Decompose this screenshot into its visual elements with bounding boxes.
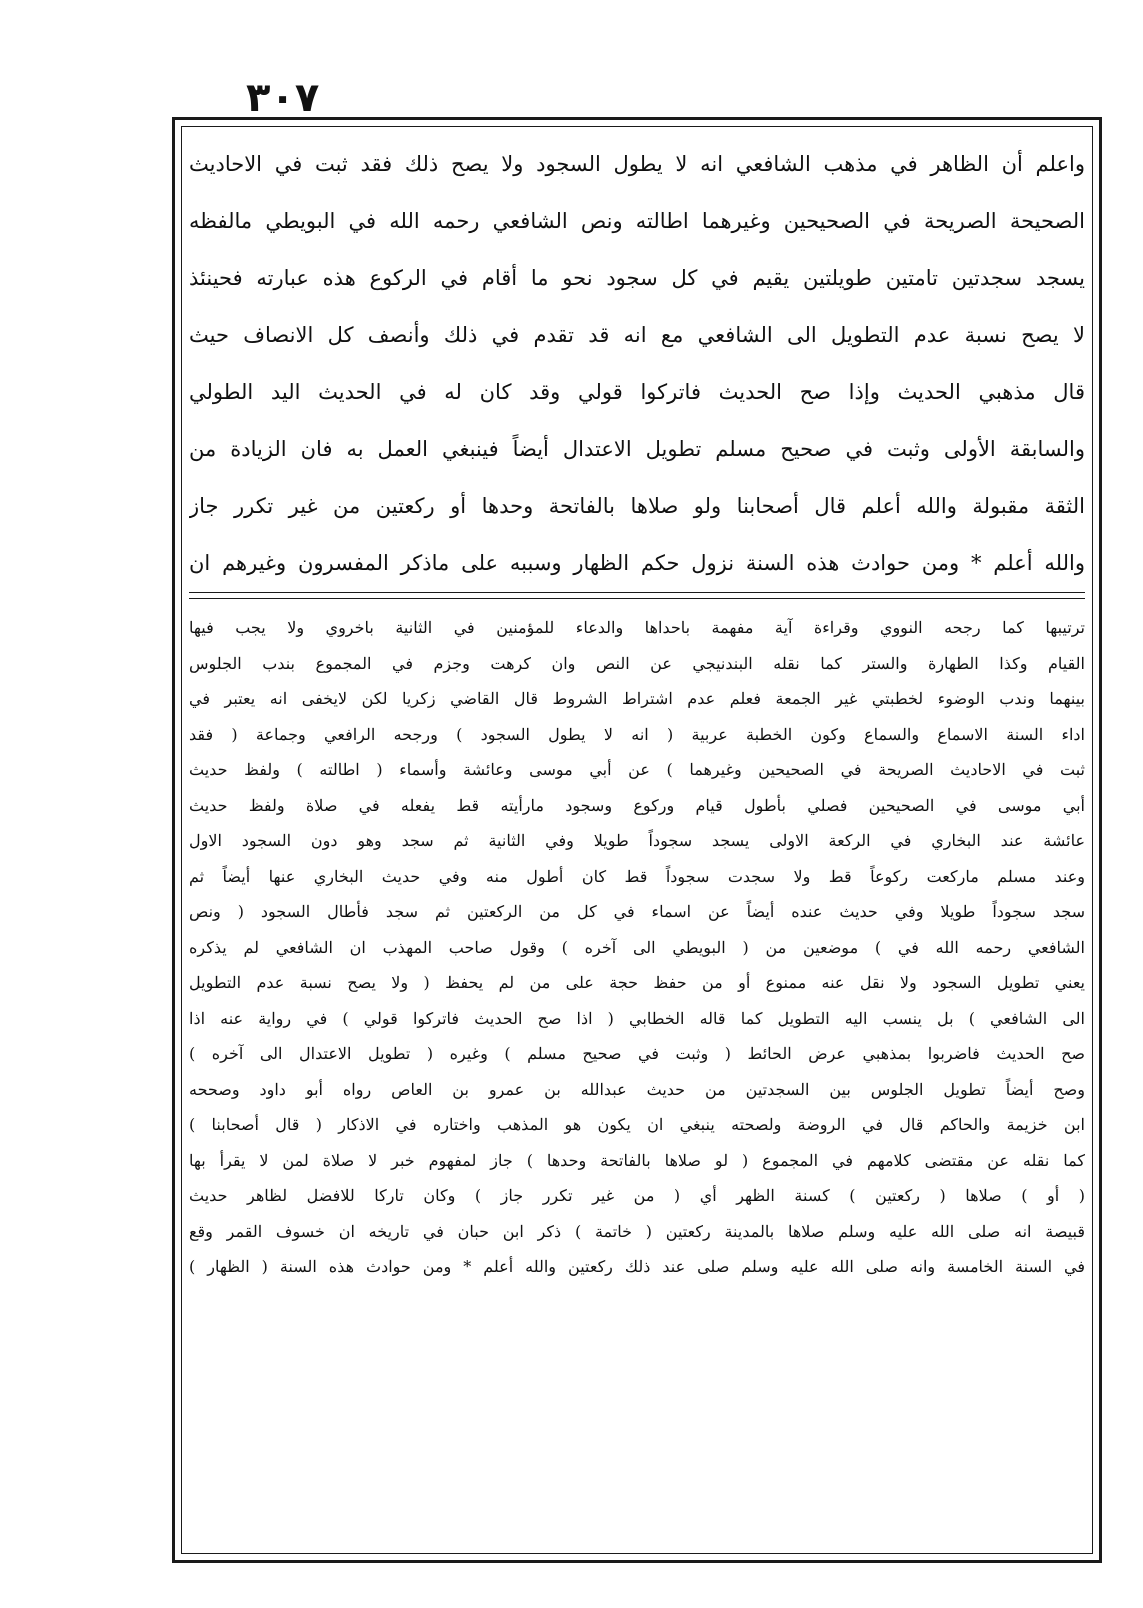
commentary-line: اداء السنة الاسماع والسماع وكون الخطبة عربية ( انه لا يطول السجود ) ورجحه الرافعي وجماعة ( فقد <box>189 724 1085 744</box>
commentary-block <box>189 610 1085 1544</box>
commentary-line: بينهما وندب الوضوء لخطبتي غير الجمعة فعلم عدم اشتراط الشروط قال القاضي زكريا لكن لايخفى انه يعتبر في <box>189 689 1085 708</box>
page-number: ٣٠٧ <box>246 75 320 121</box>
main-text-line: والله أعلم * ومن حوادث هذه السنة نزول حكم الظهار وسببه على ماذكر المفسرون وغيرهم ان <box>189 551 1085 575</box>
commentary-line: الشافعي رحمه الله في ) موضعين من ( البويطي الى آخره ) وقول صاحب المهذب ان الشافعي لم يذكره <box>189 937 1085 957</box>
commentary-line: صح الحديث فاضربوا بمذهبي عرض الحائط ( وثبت في صحيح مسلم ) وغيره ( تطويل الاعتدال الى آخره ) <box>189 1044 1085 1063</box>
commentary-line: أبي موسى في الصحيحين فصلي بأطول قيام وركوع وسجود مارأيته قط يفعله في صلاة ولفظ حديث <box>189 795 1085 815</box>
main-text-line: واعلم أن الظاهر في مذهب الشافعي انه لا يطول السجود ولا يصح ذلك فقد ثبت في الاحاديث <box>189 152 1085 176</box>
commentary-line: سجد سجوداً طويلا وفي حديث عنده أيضاً عن اسماء في كل من الركعتين ثم سجد فأطال السجود ( ونص <box>189 902 1085 921</box>
main-text-line: قال مذهبي الحديث وإذا صح الحديث فاتركوا قولي وقد كان له في الحديث اليد الطولي <box>189 380 1085 404</box>
main-text-line: والسابقة الأولى وثبت في صحيح مسلم تطويل الاعتدال أيضاً فينبغي العمل به فان الزيادة من <box>189 437 1085 461</box>
commentary-line: كما نقله عن مقتضى كلامهم في المجموع ( لو صلاها بالفاتحة وحدها ) جاز لمفهوم خبر لا صلاة لمن لا يقرأ بها <box>189 1150 1085 1170</box>
commentary-line: ( أو ) صلاها ( ركعتين ) كسنة الظهر أي ( من غير تكرر جاز ) وكان تاركا للافضل لظاهر حديث <box>189 1186 1085 1205</box>
commentary-line: ثبت في الاحاديث الصريحة في الصحيحين وغيرهما ) عن أبي موسى وعائشة وأسماء ( اطالته ) ولفظ حديث <box>189 760 1085 779</box>
commentary-line: وصح أيضاً تطويل الجلوس بين السجدتين من حديث عبدالله بن عمرو بن العاص رواه أبو داود وصححه <box>189 1079 1085 1099</box>
main-text-line: الثقة مقبولة والله أعلم قال أصحابنا ولو صلاها بالفاتحة وحدها أو ركعتين من غير تكرر جاز <box>189 494 1085 518</box>
commentary-line: وعند مسلم ماركعت ركوعاً قط ولا سجدت سجوداً قط كان أطول منه وفي حديث البخاري عنها أيضاً ثم <box>189 866 1085 886</box>
main-text-line: الصحيحة الصريحة في الصحيحين وغيرهما اطالته ونص الشافعي رحمه الله في البويطي مالفظه <box>189 209 1085 233</box>
main-text-line: يسجد سجدتين تامتين طويلتين يقيم في كل سجود نحو ما أقام في الركوع هذه عبارته فحينئذ <box>189 266 1085 290</box>
commentary-line: يعني تطويل السجود ولا نقل عنه ممنوع أو من حفظ حجة على من لم يحفظ ( ولا يصح نسبة عدم التطويل <box>189 973 1085 992</box>
commentary-line: القيام وكذا الطهارة والستر كما نقله البندنيجي عن النص وان كرهت وجزم في المجموع بندب الجلوس <box>189 653 1085 673</box>
commentary-line: في السنة الخامسة وانه صلى الله عليه وسلم صلى عند ذلك ركعتين والله أعلم * ومن حوادث هذه السنة ( الظهار ) <box>189 1257 1085 1276</box>
page-frame <box>172 117 1102 1563</box>
commentary-line: عائشة عند البخاري في الركعة الاولى يسجد سجوداً طويلا وفي الثانية ثم سجد وهو دون السجود الاول <box>189 831 1085 850</box>
commentary-line: ترتيبها كما رجحه النووي وقراءة آية مفهمة باحداها والدعاء للمؤمنين في الثانية باخروي ولا يجب فيها <box>189 618 1085 637</box>
commentary-line: الى الشافعي ) بل ينسب اليه التطويل كما قاله الخطابي ( اذا صح الحديث فاتركوا قولي ) في رواية عنه اذا <box>189 1008 1085 1028</box>
main-text-block <box>189 136 1085 592</box>
commentary-line: ابن خزيمة والحاكم قال في الروضة ولصحته ينبغي ان يكون هو المذهب واختاره في الاذكار ( قال أصحابنا ) <box>189 1115 1085 1134</box>
section-divider <box>189 592 1085 599</box>
main-text-line: لا يصح نسبة عدم التطويل الى الشافعي مع انه قد تقدم في ذلك وأنصف كل الانصاف حيث <box>189 323 1085 347</box>
commentary-line: قبيصة انه صلى الله عليه وسلم صلاها بالمدينة ركعتين ( خاتمة ) ذكر ابن حبان في تاريخه ان خسوف القمر وقع <box>189 1221 1085 1241</box>
